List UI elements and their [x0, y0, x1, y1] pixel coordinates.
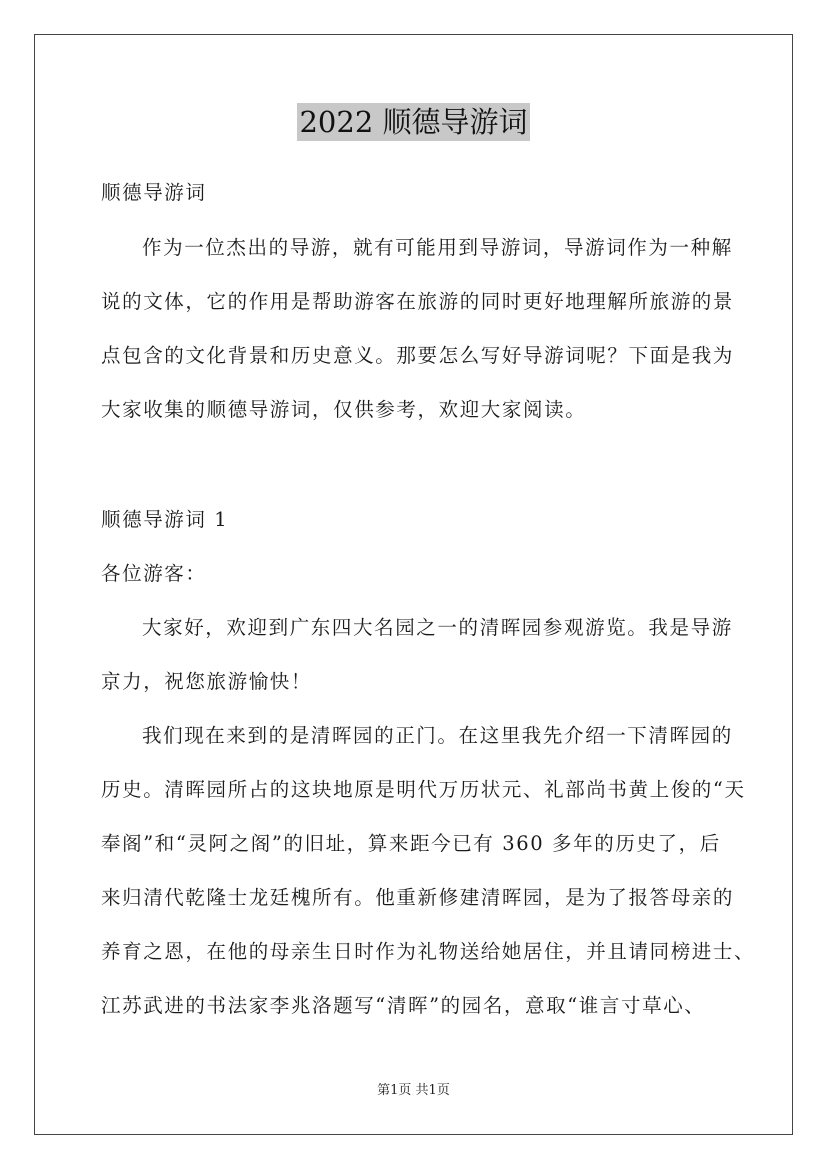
paragraph-line: 点包含的文化背景和历史意义。那要怎么写好导游词呢？下面是我为 [101, 344, 735, 367]
paragraph-line: 大家收集的顺德导游词，仅供参考，欢迎大家阅读。 [101, 398, 587, 421]
greeting-line: 各位游客： [101, 562, 207, 585]
page-footer: 第1页 共1页 [377, 1083, 450, 1098]
subsection-heading: 顺德导游词 1 [101, 508, 229, 531]
paragraph-line: 说的文体，它的作用是帮助游客在旅游的同时更好地理解所旅游的景 [101, 290, 735, 313]
paragraph-line: 历史。清晖园所占的这块地原是明代万历状元、礼部尚书黄上俊的“天 [101, 778, 746, 801]
paragraph-line: 江苏武进的书法家李兆洛题写“清晖”的园名，意取“谁言寸草心、 [101, 994, 706, 1017]
paragraph-line: 大家好，欢迎到广东四大名园之一的清晖园参观游览。我是导游 [142, 616, 733, 639]
paragraph-line: 养育之恩，在他的母亲生日时作为礼物送给她居住，并且请同榜进士、 [101, 940, 756, 963]
paragraph-line: 我们现在来到的是清晖园的正门。在这里我先介绍一下清晖园的 [142, 724, 733, 747]
paragraph-line: 来归清代乾隆士龙廷槐所有。他重新修建清晖园，是为了报答母亲的 [101, 886, 735, 909]
paragraph-line: 作为一位杰出的导游，就有可能用到导游词，导游词作为一种解 [142, 236, 733, 259]
document-title [0, 103, 827, 141]
section-heading: 顺德导游词 [101, 181, 207, 204]
paragraph-line: 京力，祝您旅游愉快！ [101, 670, 313, 693]
document-title-text: 2022 顺德导游词 [299, 105, 528, 139]
paragraph-line: 奉阁”和“灵阿之阁”的旧址，算来距今已有 360 多年的历史了，后 [101, 832, 721, 855]
